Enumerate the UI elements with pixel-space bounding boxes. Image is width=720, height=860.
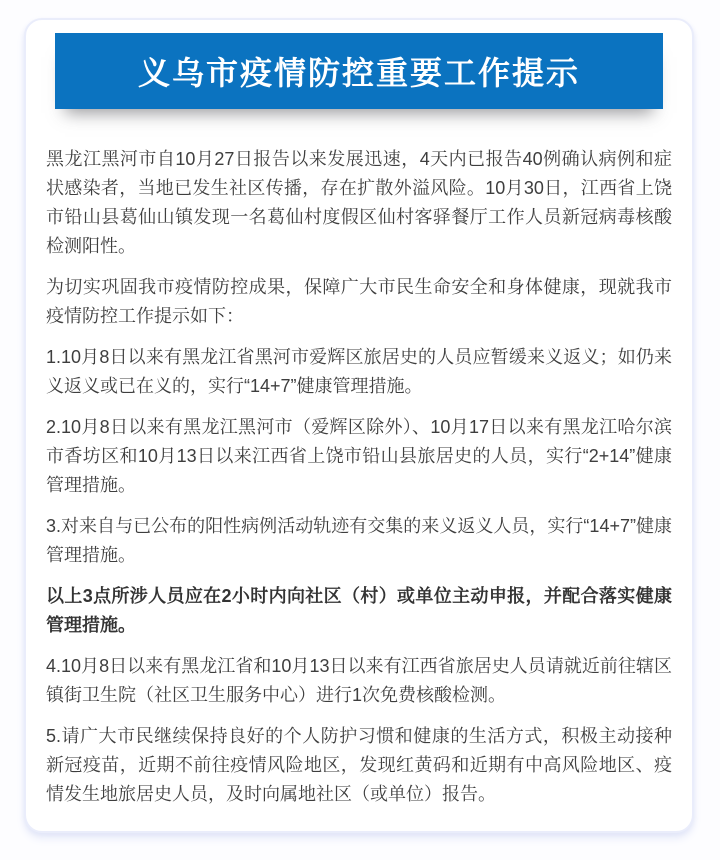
notice-paragraph: 黑龙江黑河市自10月27日报告以来发展迅速，4天内已报告40例确认病例和症状感染者，当地已发生社区传播，存在扩散外溢风险。10月30日，江西省上饶市铅山县葛仙山镇发现一名葛仙村度假区仙村客驿餐厅工作人员新冠病毒核酸检测阳性。 <box>46 149 672 256</box>
notice-paragraph: 2.10月8日以来有黑龙江黑河市（爱辉区除外）、10月17日以来有黑龙江哈尔滨市香坊区和10月13日以来江西省上饶市铅山县旅居史的人员，实行“2+14”健康管理措施。 <box>46 417 672 495</box>
notice-title-banner <box>55 33 663 109</box>
notice-card <box>24 18 694 833</box>
page <box>0 18 720 860</box>
notice-paragraph: 为切实巩固我市疫情防控成果，保障广大市民生命安全和身体健康，现就我市疫情防控工作提示如下： <box>46 277 672 326</box>
notice-body <box>46 145 672 809</box>
notice-paragraph-emphasis: 以上3点所涉人员应在2小时内向社区（村）或单位主动申报，并配合落实健康管理措施。 <box>46 586 672 635</box>
notice-paragraph: 1.10月8日以来有黑龙江省黑河市爱辉区旅居史的人员应暂缓来义返义；如仍来义返义或已在义的，实行“14+7”健康管理措施。 <box>46 347 672 396</box>
notice-paragraph: 5.请广大市民继续保持良好的个人防护习惯和健康的生活方式，积极主动接种新冠疫苗，近期不前往疫情风险地区，发现红黄码和近期有中高风险地区、疫情发生地旅居史人员，及时向属地社区（或单位）报告。 <box>46 726 672 804</box>
notice-paragraph: 4.10月8日以来有黑龙江省和10月13日以来有江西省旅居史人员请就近前往辖区镇街卫生院（社区卫生服务中心）进行1次免费核酸检测。 <box>46 656 672 705</box>
notice-title: 义乌市疫情防控重要工作提示 <box>137 55 580 91</box>
notice-paragraph: 3.对来自与已公布的阳性病例活动轨迹有交集的来义返义人员，实行“14+7”健康管理措施。 <box>46 516 672 565</box>
